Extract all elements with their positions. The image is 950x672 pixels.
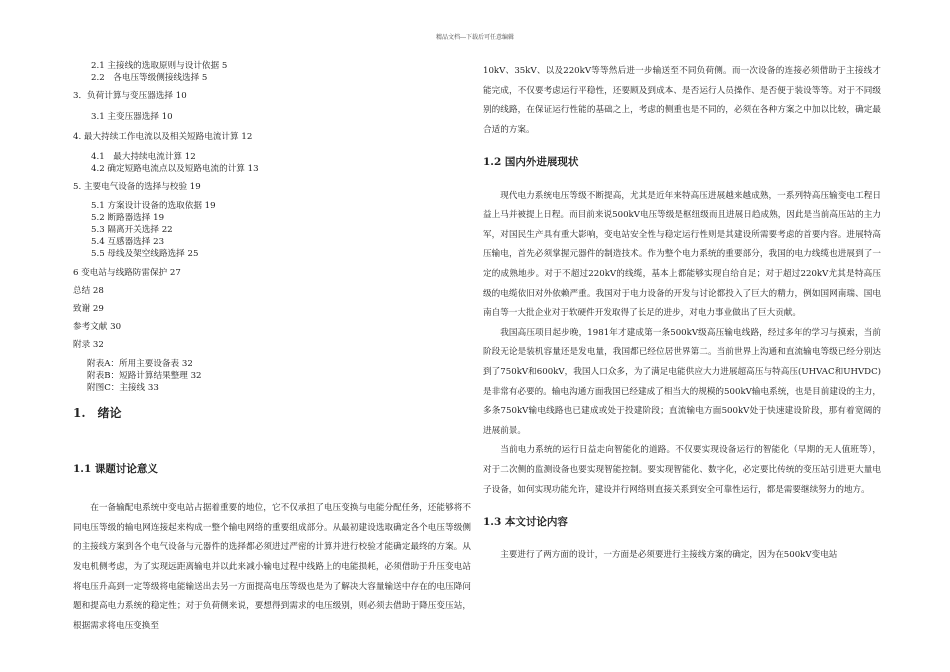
left-column (73, 60, 471, 636)
toc-entry: 参考文献 30 (73, 322, 122, 333)
section-1-1-paragraph: 在一备输配电系统中变电站占据着重要的地位，它不仅承担了电压变换与电能分配任务，还能够将不同电压等级的输电网连接起来构成一整个输电网络的重要组成部分。从最初建设选取确定各个电压等级侧的主接线方案到各个电气设备与元器件的选择都必须进过严密的计算并进行校验才能确定最终的方案。从发电机侧考虑，为了实现远距离输电并以此来减小输电过程中线路上的电能损耗，必须借助于升压变电站将电压升高到一定等级将电能输送出去另一方面提高电压等级也是为了解决大容量输送中存在的电压降问题和提高电力系统的稳定性；对于负荷侧来说，要想得到需求的电压级别，则必须去借助于降压变压站，根据需求将电压变换至 (73, 503, 471, 631)
toc-entry: 4. 最大持续工作电流以及相关短路电流计算 12 (73, 131, 253, 142)
toc-entry: 3.1 主变压器选择 10 (91, 111, 173, 122)
section-heading-1-2: 1.2 国内外进展现状 (483, 156, 579, 169)
toc-entry: 5.4 互感器选择 23 (91, 237, 165, 248)
section-heading-1-3: 1.3 本文讨论内容 (483, 516, 568, 529)
section-1-2-paragraph: 我国高压项目起步晚，1981年才建成第一条500kV级高压输电线路，经过多年的学习与摸索，当前阶段无论是装机容量还是发电量，我国都已经位居世界第二。当前世界上沟通和直流输电等级已经分别达到了750kV和600kV，我国人口众多，为了满足电能供应大力进展超高压与特高压(UHVAC和UHVDC)是非常有必要的。输电沟通方面我国已经建成了相当大的规模的500kV输电系统，也是目前建设的主力，多条750kV输电线路也已建成或处于投建阶段；直流输电方面500kV处于快速建设阶段，那有着宽阔的进展前景。 (483, 327, 881, 436)
section-1-2-paragraph: 现代电力系统电压等级不断提高，尤其是近年来特高压进展越来越成熟，一系列特高压输变电工程日益上马并被提上日程。而目前来说500kV电压等级是枢纽级而且进展日趋成熟，因此是当前高压站的主力军，对国民生产具有重大影响，变电站安全性与稳定运行性则是其建设所需要考虑的首要内容。进展特高压输电，首先必须掌握元器件的制造技术。作为整个电力系统的重要部分，我国的电力线缆也进展到了一定的成熟地步。对于不超过220kV的线缆，基本上都能够实现自给自足；对于超过220kV尤其是特高压级的电缆依旧对外依赖严重。我国对于电力设备的开发与讨论都投入了巨大的精力，例如国网南瑞、国电南自等一大批企业对于软硬件开发取得了长足的进步，对电力事业做出了巨大贡献。 (483, 190, 881, 319)
toc-entry: 致谢 29 (73, 304, 104, 315)
section-heading-1-1: 1.1 课题讨论意义 (73, 462, 158, 475)
chapter-title: 1. 绪论 (73, 406, 122, 421)
toc-entry: 5.5 母线及架空线路选择 25 (91, 249, 199, 260)
toc-entry: 4.1 最大持续电流计算 12 (91, 152, 196, 163)
toc-entry: 5.1 方案设计设备的选取依据 19 (91, 200, 216, 211)
toc-entry: 4.2 确定短路电流点以及短路电流的计算 13 (91, 164, 259, 175)
toc-entry: 2.2 各电压等级侧接线选择 5 (91, 73, 208, 84)
table-of-contents (73, 60, 471, 394)
toc-entry: 3．负荷计算与变压器选择 10 (73, 91, 187, 102)
toc-entry: 2.1 主接线的选取原则与设计依据 5 (91, 61, 228, 71)
toc-entry: 5.3 隔离开关选择 22 (91, 225, 173, 236)
section-1-2-paragraph: 当前电力系统的运行日益走向智能化的道路。不仅要实现设备运行的智能化（早期的无人值班等），对于二次侧的监测设备也要实现智能控制。要实现智能化、数字化，必定要比传统的变压站引进更大量电子设备，如何实现功能允许，建设并行网络则直接关系到安全可靠性运行，都是需要继续努力的地方。 (483, 445, 881, 495)
toc-entry: 6 变电站与线路防雷保护 27 (73, 267, 181, 278)
right-column (483, 62, 881, 566)
toc-entry: 总结 28 (73, 285, 104, 296)
continued-paragraph: 10kV、35kV、以及220kV等等然后进一步输送至不同负荷侧。而一次设备的连接必须借助于主接线才能完成，不仅要考虑运行平稳性，还要顾及到成本、是否运行人员操作、是否便于装设等等。对于不同级别的线路，在保证运行性能的基础之上，考虑的侧重也是不同的，必须在各种方案之中加以比较，确定最合适的方案。 (483, 66, 881, 135)
toc-entry: 附表B：短路计算结果整理 32 (87, 370, 202, 381)
section-1-3-paragraph: 主要进行了两方面的设计，一方面是必须要进行主接线方案的确定，因为在500kV变电站 (500, 550, 838, 561)
toc-entry: 5.2 断路器选择 19 (91, 212, 165, 223)
toc-entry: 5. 主要电气设备的选择与校验 19 (73, 182, 201, 193)
toc-entry: 附录 32 (73, 340, 104, 351)
toc-entry: 附图C：主接线 33 (87, 383, 159, 394)
toc-entry: 附表A：所用主要设备表 32 (87, 358, 193, 369)
page-header: 精品文档---下载后可任意编辑 (435, 34, 515, 41)
